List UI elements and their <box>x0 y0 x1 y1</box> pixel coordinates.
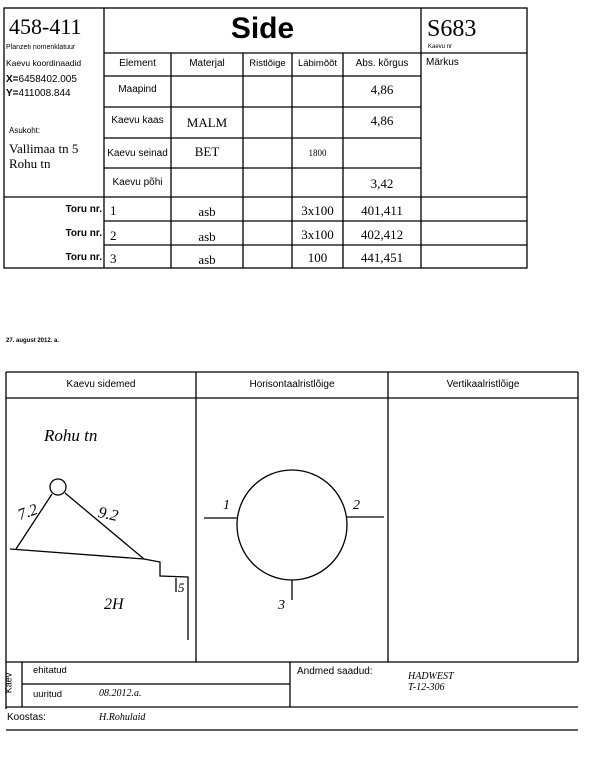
pipe-material: asb <box>198 229 216 244</box>
surveyed-label: uuritud <box>33 689 63 700</box>
well-number-label: Kaevu nr <box>428 44 453 50</box>
data-source-value-1: HADWEST <box>408 671 454 682</box>
pipe-diameter: 3x100 <box>301 227 334 242</box>
element-height: 3,42 <box>370 176 394 191</box>
horizontal-section-drawing <box>204 470 384 600</box>
section-vertical-title: Vertikaalristlõige <box>446 379 520 390</box>
section-horizontal-title: Horisontaalristlõige <box>249 379 335 390</box>
pipe-label: Toru nr. <box>65 204 102 215</box>
element-diameter: 1800 <box>308 148 327 158</box>
pipe-diameter: 3x100 <box>301 203 334 218</box>
col-header-diameter: Läbimõõt <box>297 58 338 69</box>
location-label: Asukoht: <box>9 126 41 135</box>
nomenclature-number: 458-411 <box>9 14 82 39</box>
coordinate-x-label: X= <box>6 74 19 85</box>
element-height: 4,86 <box>370 113 394 128</box>
pipe-label: Toru nr. <box>65 252 102 263</box>
pipe-height: 441,451 <box>360 250 404 265</box>
sketch-distance-left: 7.2 <box>15 501 41 524</box>
pipe-3-label: 3 <box>278 598 285 613</box>
pipe-nr: 3 <box>110 251 117 266</box>
element-height: 4,86 <box>370 82 394 97</box>
location-line-1: Vallimaa tn 5 <box>9 141 79 156</box>
col-header-abs-height: Abs. kõrgus <box>355 58 409 69</box>
compiled-label: Koostas: <box>7 712 46 723</box>
nomenclature-label: Planzeti nomenklatuur <box>6 44 76 51</box>
pipe-height: 402,412 <box>360 227 404 242</box>
pipe-nr: 1 <box>110 203 117 218</box>
coordinate-y <box>6 88 71 99</box>
connections-sketch <box>10 479 188 640</box>
document-date: 27. august 2012. a. <box>6 338 60 344</box>
element-material: MALM <box>186 115 228 130</box>
coordinate-y-value: 411008.844 <box>18 88 71 99</box>
compiled-value: H.Rohulaid <box>99 712 146 723</box>
element-name: Kaevu põhi <box>112 177 163 188</box>
well-number: S683 <box>427 16 477 42</box>
pipe-1-label: 1 <box>223 498 230 513</box>
col-header-cross-section: Ristlõige <box>249 58 286 69</box>
pipe-diameter: 100 <box>307 250 328 265</box>
pipe-material: asb <box>198 252 216 267</box>
page-title: Side <box>230 12 295 45</box>
pipe-height: 401,411 <box>361 203 403 218</box>
element-material: BET <box>194 144 220 159</box>
data-source-value-2: T-12-306 <box>408 682 445 693</box>
col-header-notes: Märkus <box>426 57 459 68</box>
sketch-building-label: 2H <box>104 596 124 613</box>
built-label: ehitatud <box>33 665 67 676</box>
pipe-nr: 2 <box>110 228 117 243</box>
coordinates-label: Kaevu koordinaadid <box>6 58 82 68</box>
col-header-material: Materjal <box>189 58 225 69</box>
coordinate-y-label: Y= <box>6 88 19 99</box>
sketch-side-label: 5 <box>178 580 185 595</box>
col-header-element: Element <box>119 58 156 69</box>
data-source-label: Andmed saadud: <box>297 666 373 677</box>
location-line-2: Rohu tn <box>9 156 51 171</box>
coordinate-x-value: 6458402.005 <box>18 74 77 85</box>
pipe-label: Toru nr. <box>65 228 102 239</box>
kaev-label: Kaev <box>3 672 14 694</box>
pipe-material: asb <box>198 204 216 219</box>
section-connections-title: Kaevu sidemed <box>66 379 136 390</box>
surveyed-value: 08.2012.a. <box>99 688 142 699</box>
sketch-street-label: Rohu tn <box>44 426 98 445</box>
coordinate-x <box>6 74 77 85</box>
pipe-2-label: 2 <box>353 498 360 513</box>
sketch-distance-right: 9.2 <box>96 504 120 525</box>
element-name: Maapind <box>118 84 157 95</box>
element-name: Kaevu kaas <box>111 115 164 126</box>
element-name: Kaevu seinad <box>107 148 168 159</box>
